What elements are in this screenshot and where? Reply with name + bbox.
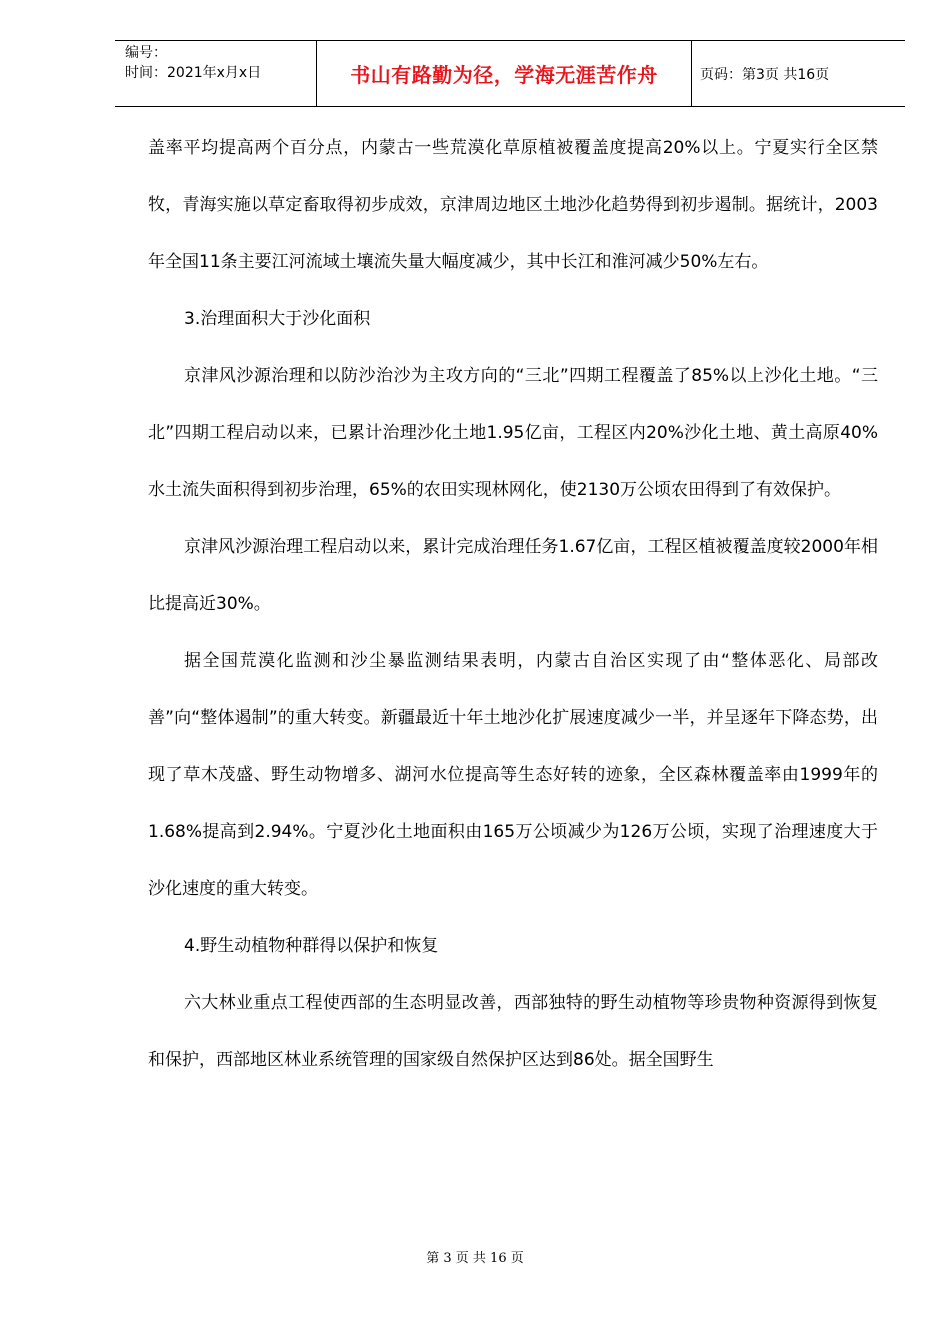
section-heading: 4.野生动植物种群得以保护和恢复 (184, 936, 439, 956)
time-label: 时间：2021年x月x日 (125, 65, 262, 81)
section-heading: 3.治理面积大于沙化面积 (184, 309, 371, 329)
paragraph: 盖率平均提高两个百分点，内蒙古一些荒漠化草原植被覆盖度提高20%以上。宁夏实行全区禁牧，青海实施以草定畜取得初步成效，京津周边地区土地沙化趋势得到初步遏制。据统计，2003年全国11条主要江河流域土壤流失量大幅度减少，其中长江和淮河减少50%左右。 (148, 138, 878, 272)
serial-label: 编号： (125, 45, 167, 61)
page-footer: 第 3 页 共 16 页 (426, 1251, 524, 1266)
header-motto: 书山有路勤为径，学海无涯苦作舟 (317, 41, 692, 106)
header-info-cell (115, 41, 317, 106)
header-page-label: 页码：第3页 共16页 (700, 66, 830, 83)
page-header (115, 40, 905, 107)
paragraph: 京津风沙源治理工程启动以来，累计完成治理任务1.67亿亩，工程区植被覆盖度较2000年相比提高近30%。 (148, 537, 878, 614)
paragraph: 据全国荒漠化监测和沙尘暴监测结果表明，内蒙古自治区实现了由“整体恶化、局部改善”向“整体遏制”的重大转变。新疆最近十年土地沙化扩展速度减少一半，并呈逐年下降态势，出现了草木茂盛、野生动物增多、湖河水位提高等生态好转的迹象，全区森林覆盖率由1999年的1.68%提高到2.94%。宁夏沙化土地面积由165万公顷减少为126万公顷，实现了治理速度大于沙化速度的重大转变。 (148, 651, 878, 899)
paragraph: 六大林业重点工程使西部的生态明显改善，西部独特的野生动植物等珍贵物种资源得到恢复和保护，西部地区林业系统管理的国家级自然保护区达到86处。据全国野生 (148, 993, 878, 1070)
paragraph: 京津风沙源治理和以防沙治沙为主攻方向的“三北”四期工程覆盖了85%以上沙化土地。“三北”四期工程启动以来，已累计治理沙化土地1.95亿亩，工程区内20%沙化土地、黄土高原40%水土流失面积得到初步治理，65%的农田实现林网化，使2130万公顷农田得到了有效保护。 (148, 366, 878, 500)
document-body (148, 120, 878, 1089)
